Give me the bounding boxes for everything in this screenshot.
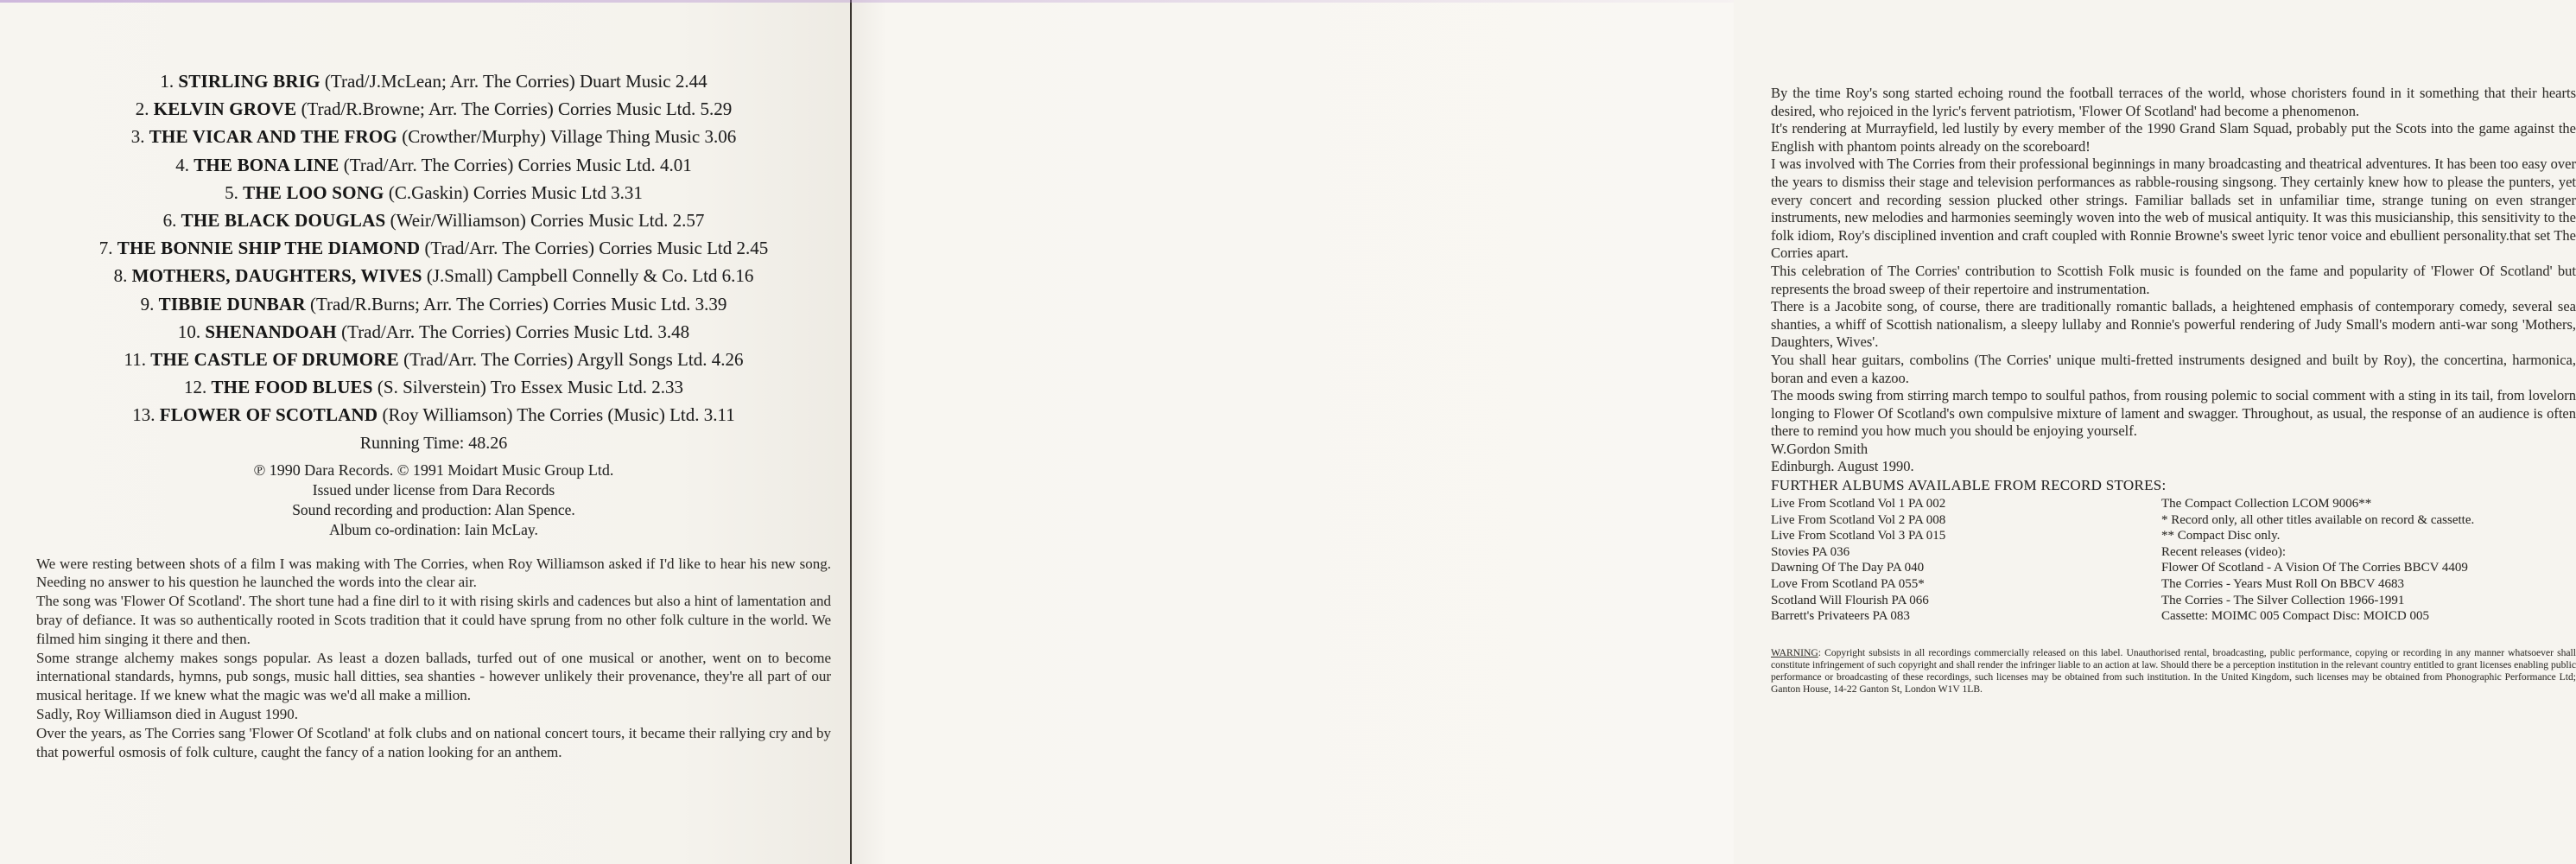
track-title: THE VICAR AND THE FROG	[149, 126, 397, 148]
track-item	[36, 123, 831, 150]
track-item	[36, 401, 831, 429]
track-item	[36, 234, 831, 262]
paragraph: By the time Roy's song started echoing round the football terraces of the world, whose choristers found in it something that their hearts desired, who rejoiced in the lyric's fervent patriotism, 'Flower Of Scotland' had become a phenomenon.	[1771, 85, 2576, 119]
paragraph: It's rendering at Murrayfield, led lustily by every member of the 1990 Grand Slam Squad, probably put the Scots into the game against the English with phantom points already on the scoreboard!	[1771, 120, 2576, 155]
left-page-content	[36, 0, 831, 761]
track-title: THE BONA LINE	[194, 154, 339, 175]
paragraph: The moods swing from stirring march tempo to soulful pathos, from rousing polemic to social comment with a sting in its tail, from lovelorn longing to Flower Of Scotland's own compulsive mixture of lament and swagger. Throughout, as usual, the response of an audience is often there to remind you how much you should be enjoying yourself.	[1771, 387, 2576, 440]
track-credits: (Trad/R.Burns; Arr. The Corries) Corries Music Ltd. 3.39	[305, 293, 727, 314]
track-title: KELVIN GROVE	[153, 98, 297, 120]
album-item: Stovies PA 036	[1771, 544, 1850, 559]
album-item: Flower Of Scotland - A Vision Of The Corries BBCV 4409	[2161, 561, 2468, 575]
track-item	[36, 346, 831, 373]
track-credits: (Roy Williamson) The Corries (Music) Ltd. 3.11	[378, 404, 735, 426]
further-albums-heading: FURTHER ALBUMS AVAILABLE FROM RECORD STORES:	[1771, 477, 2167, 494]
track-credits: (Weir/Williamson) Corries Music Ltd. 2.57	[385, 210, 705, 232]
album-item: * Record only, all other titles available on record & cassette.	[2161, 512, 2475, 527]
left-page	[0, 0, 850, 864]
track-title: THE FOOD BLUES	[211, 377, 373, 398]
track-credits: (Trad/Arr. The Corries) Corries Music Ltd 2.45	[420, 238, 769, 259]
track-item	[36, 95, 831, 123]
albums-list	[1771, 496, 2576, 625]
track-title: STIRLING BRIG	[178, 71, 320, 92]
track-title: FLOWER OF SCOTLAND	[159, 404, 378, 426]
paragraph: I was involved with The Corries from their professional beginnings in many broadcasting and theatrical adventures. It has been too easy over the years to dismiss their stage and television performances as rabble-rousing singsong. They certainly knew how to please the punters, yet every concert and recording session plucked other strings. Familiar ballads set in unfamiliar time, strange tuning on even stranger instruments, new melodies and harmonies seemingly woven into the web of musical antiquity. It was this musicianship, this sensitivity to the folk idiom, Roy's disciplined invention and craft coupled with Ronnie Browne's sweet lyric tenor voice and ebullient personality.that set The Corries apart.	[1771, 156, 2576, 262]
track-number: 2.	[135, 98, 154, 120]
album-item: Cassette: MOIMC 005 Compact Disc: MOICD 005	[2161, 609, 2429, 624]
album-item: Love From Scotland PA 055*	[1771, 577, 1925, 592]
album-item: Scotland Will Flourish PA 066	[1771, 593, 1929, 607]
track-number: 9.	[140, 293, 159, 314]
author-signature: W.Gordon Smith	[1771, 440, 1869, 457]
track-item	[36, 151, 831, 179]
running-time: Running Time: 48.26	[359, 433, 508, 453]
track-title: SHENANDOAH	[205, 321, 337, 342]
right-page	[852, 0, 2576, 864]
track-item	[36, 262, 831, 289]
track-credits: (Trad/Arr. The Corries) Argyll Songs Ltd. 4.26	[398, 349, 744, 371]
track-credits: (J.Small) Campbell Connelly & Co. Ltd 6.16	[422, 265, 754, 287]
paragraph: We were resting between shots of a film I was making with The Corries, when Roy Williamson asked if I'd like to hear his new song. Needing no answer to his question he launched the words into the clear air.	[36, 555, 831, 591]
track-credits: (S. Silverstein) Tro Essex Music Ltd. 2.33	[372, 377, 684, 398]
track-number: 8.	[113, 265, 132, 287]
track-credits: (Trad/J.McLean; Arr. The Corries) Duart Music 2.44	[320, 71, 707, 92]
booklet-fold-line	[850, 0, 852, 864]
warning-text: : Copyright subsists in all recordings commercially released on this label. Unauthorised rental, broadcasting, public performance, copying or recording in any manner whatsoever shall constitute infringement of such copyright and shall render the infringer liable to an action at law. Should there be a perception institution in the relevant country entitled to grant licenses enabling public performance or broadcasting of these recordings, such licenses may be obtained from such institution. In the United Kingdom, such licenses may be obtained from Phonographic Performance Ltd; Ganton House, 14-22 Ganton St, London W1V 1LB.	[1771, 646, 2576, 695]
album-item: The Corries - Years Must Roll On BBCV 4683	[2161, 577, 2404, 592]
paragraph: You shall hear guitars, combolins (The Corries' unique multi-fretted instruments designed and built by Roy), the concertina, harmonica, boran and even a kazoo.	[1771, 351, 2576, 386]
track-credits: (C.Gaskin) Corries Music Ltd 3.31	[384, 181, 643, 203]
paragraph: Sadly, Roy Williamson died in August 1990.	[36, 706, 298, 723]
track-title: THE BONNIE SHIP THE DIAMOND	[117, 238, 421, 259]
track-item	[36, 67, 831, 95]
track-number: 10.	[177, 321, 206, 342]
place-date: Edinburgh. August 1990.	[1771, 458, 1914, 475]
track-title: THE BLACK DOUGLAS	[181, 210, 386, 232]
track-item	[36, 373, 831, 401]
track-list	[36, 67, 831, 429]
track-credits: (Trad/Arr. The Corries) Corries Music Ltd. 3.48	[336, 321, 690, 342]
scan-edge-artifact	[0, 0, 1734, 3]
paragraph: There is a Jacobite song, of course, there are traditionally romantic ballads, a heightened emphasis of contemporary comedy, several sea shanties, a whiff of Scottish nationalism, a sleepy lullaby and Ronnie's powerful rendering of Judy Small's modern anti-war song 'Mothers, Daughters, Wives'.	[1771, 298, 2576, 351]
warning-label: WARNING	[1771, 646, 1818, 658]
track-number: 13.	[132, 404, 160, 426]
track-title: TIBBIE DUNBAR	[158, 293, 306, 314]
track-item	[36, 206, 831, 234]
track-title: MOTHERS, DAUGHTERS, WIVES	[131, 265, 422, 287]
track-credits: (Trad/Arr. The Corries) Corries Music Ltd. 4.01	[339, 154, 692, 175]
track-number: 6.	[162, 210, 181, 232]
album-item: The Compact Collection LCOM 9006**	[2161, 497, 2372, 511]
sound-production-line: Sound recording and production: Alan Spence.	[292, 500, 575, 518]
track-number: 12.	[183, 377, 212, 398]
album-item: Live From Scotland Vol 1 PA 002	[1771, 497, 1946, 511]
track-credits: (Crowther/Murphy) Village Thing Music 3.06	[397, 126, 737, 148]
right-page-content	[1771, 0, 2576, 695]
paragraph: Some strange alchemy makes songs popular. As least a dozen ballads, turfed out of one musical or another, went on to become international standards, hymns, pub songs, music hall ditties, sea shanties - however unlikely their provenance, they're all part of our musical heritage. If we knew what the magic was we'd all make a million.	[36, 649, 831, 704]
album-item: Live From Scotland Vol 2 PA 008	[1771, 512, 1946, 527]
track-item	[36, 290, 831, 318]
paragraph: This celebration of The Corries' contribution to Scottish Folk music is founded on the fame and popularity of 'Flower Of Scotland' but represents the broad sweep of their repertoire and instrumentation.	[1771, 262, 2576, 297]
left-liner-notes	[36, 555, 831, 762]
album-coordination-line: Album co-ordination: Iain McLay.	[329, 520, 538, 538]
track-item	[36, 179, 831, 206]
phonogram-copyright: ℗ 1990 Dara Records. © 1991 Moidart Music Group Ltd.	[253, 461, 614, 479]
track-number: 5.	[225, 181, 244, 203]
track-number: 1.	[160, 71, 179, 92]
copyright-warning	[1771, 647, 2576, 696]
license-line: Issued under license from Dara Records	[312, 480, 555, 499]
track-number: 3.	[130, 126, 149, 148]
paragraph: Over the years, as The Corries sang 'Flower Of Scotland' at folk clubs and on national concert tours, it became their rallying cry and by that powerful osmosis of folk culture, caught the fancy of a nation looking for an anthem.	[36, 724, 831, 760]
album-item: Live From Scotland Vol 3 PA 015	[1771, 529, 1946, 543]
album-item: Recent releases (video):	[2161, 544, 2287, 559]
album-item: The Corries - The Silver Collection 1966-1991	[2161, 593, 2405, 607]
album-item: Barrett's Privateers PA 083	[1771, 609, 1910, 624]
track-number: 4.	[175, 154, 194, 175]
albums-column-right	[2161, 496, 2576, 625]
paragraph: The song was 'Flower Of Scotland'. The short tune had a fine dirl to it with rising skirls and cadences but also a hint of lamentation and bray of defiance. It was so authentically rooted in Scots tradition that it could have sprung from no other folk culture in the world. We filmed him singing it there and then.	[36, 593, 831, 647]
track-title: THE CASTLE OF DRUMORE	[150, 349, 399, 371]
album-item: Dawning Of The Day PA 040	[1771, 561, 1925, 575]
track-title: THE LOO SONG	[243, 181, 384, 203]
albums-column-left	[1771, 496, 2161, 625]
track-credits: (Trad/R.Browne; Arr. The Corries) Corries Music Ltd. 5.29	[296, 98, 733, 120]
track-number: 7.	[98, 238, 117, 259]
track-number: 11.	[124, 349, 151, 371]
track-item	[36, 318, 831, 346]
right-liner-notes	[1771, 85, 2576, 441]
album-item: ** Compact Disc only.	[2161, 529, 2281, 543]
